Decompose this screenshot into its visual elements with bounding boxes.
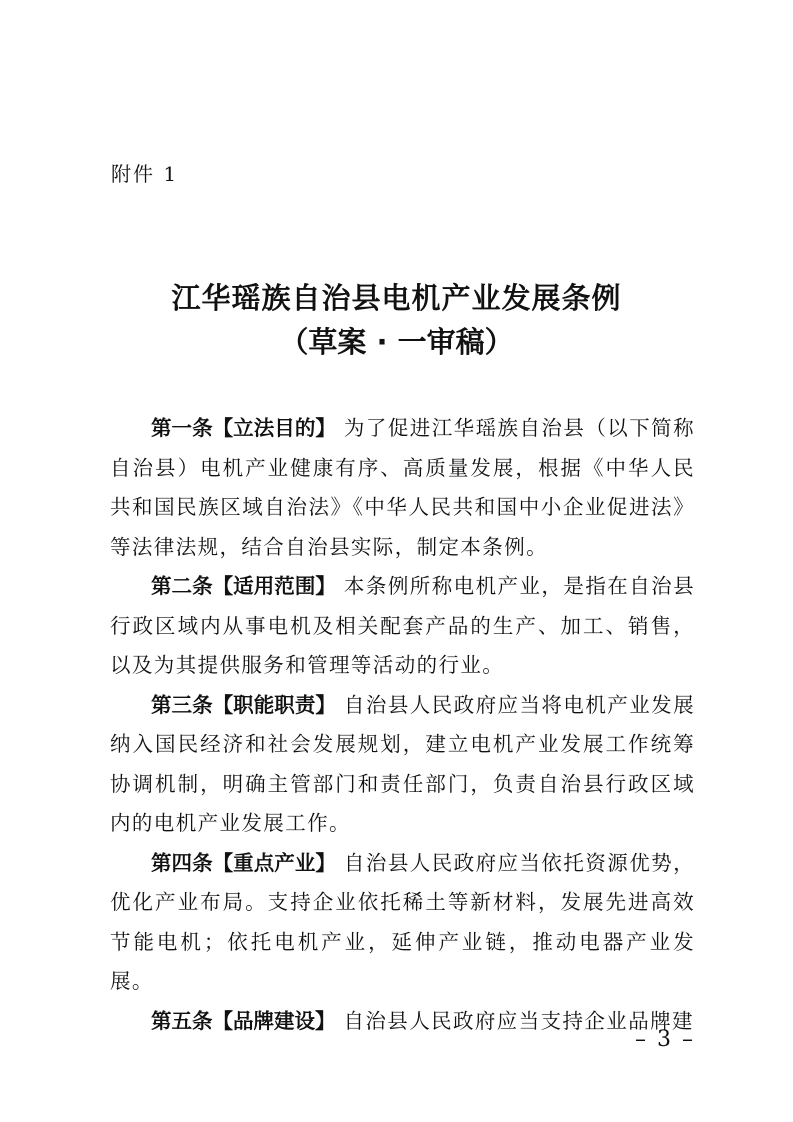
article-4 <box>110 844 695 1002</box>
article-text: 自治县人民政府应当支持企业品牌建 <box>343 1008 694 1033</box>
article-text: 本条例所称电机产业，是指在自治县行政区域内从事电机及相关配套产品的生产、加工、销售，以及为其提供服务和管理等活动的行业。 <box>110 574 696 677</box>
article-text: 自治县人民政府应当依托资源优势，优化产业布局。支持企业依托稀土等新材料，发展先进高效节能电机；依托电机产业，延伸产业链，推动电器产业发展。 <box>110 850 696 993</box>
article-5 <box>110 1002 695 1042</box>
article-heading: 第五条【品牌建设】 <box>151 1008 336 1033</box>
document-subtitle: （草案 · 一审稿） <box>279 325 514 359</box>
document-title: 江华瑶族自治县电机产业发展条例 <box>171 281 622 315</box>
article-1 <box>110 409 695 567</box>
attachment-label: 附件 1 <box>111 162 179 186</box>
article-text: 自治县人民政府应当将电机产业发展纳入国民经济和社会发展规划，建立电机产业发展工作统筹协调机制，明确主管部门和责任部门，负责自治县行政区域内的电机产业发展工作。 <box>110 692 696 835</box>
article-3 <box>110 686 695 844</box>
page-number: – 3 – <box>635 1027 695 1052</box>
article-heading: 第四条【重点产业】 <box>151 850 336 875</box>
article-2 <box>110 567 695 686</box>
article-text: 为了促进江华瑶族自治县（以下简称自治县）电机产业健康有序、高质量发展，根据《中华人民共和国民族区域自治法》《中华人民共和国中小企业促进法》等法律法规，结合自治县实际，制定本条例。 <box>110 416 696 559</box>
article-heading: 第一条【立法目的】 <box>151 416 336 440</box>
document-body <box>110 409 695 1041</box>
article-heading: 第三条【职能职责】 <box>151 692 336 717</box>
article-heading: 第二条【适用范围】 <box>151 574 336 598</box>
document-title-block <box>0 276 793 364</box>
